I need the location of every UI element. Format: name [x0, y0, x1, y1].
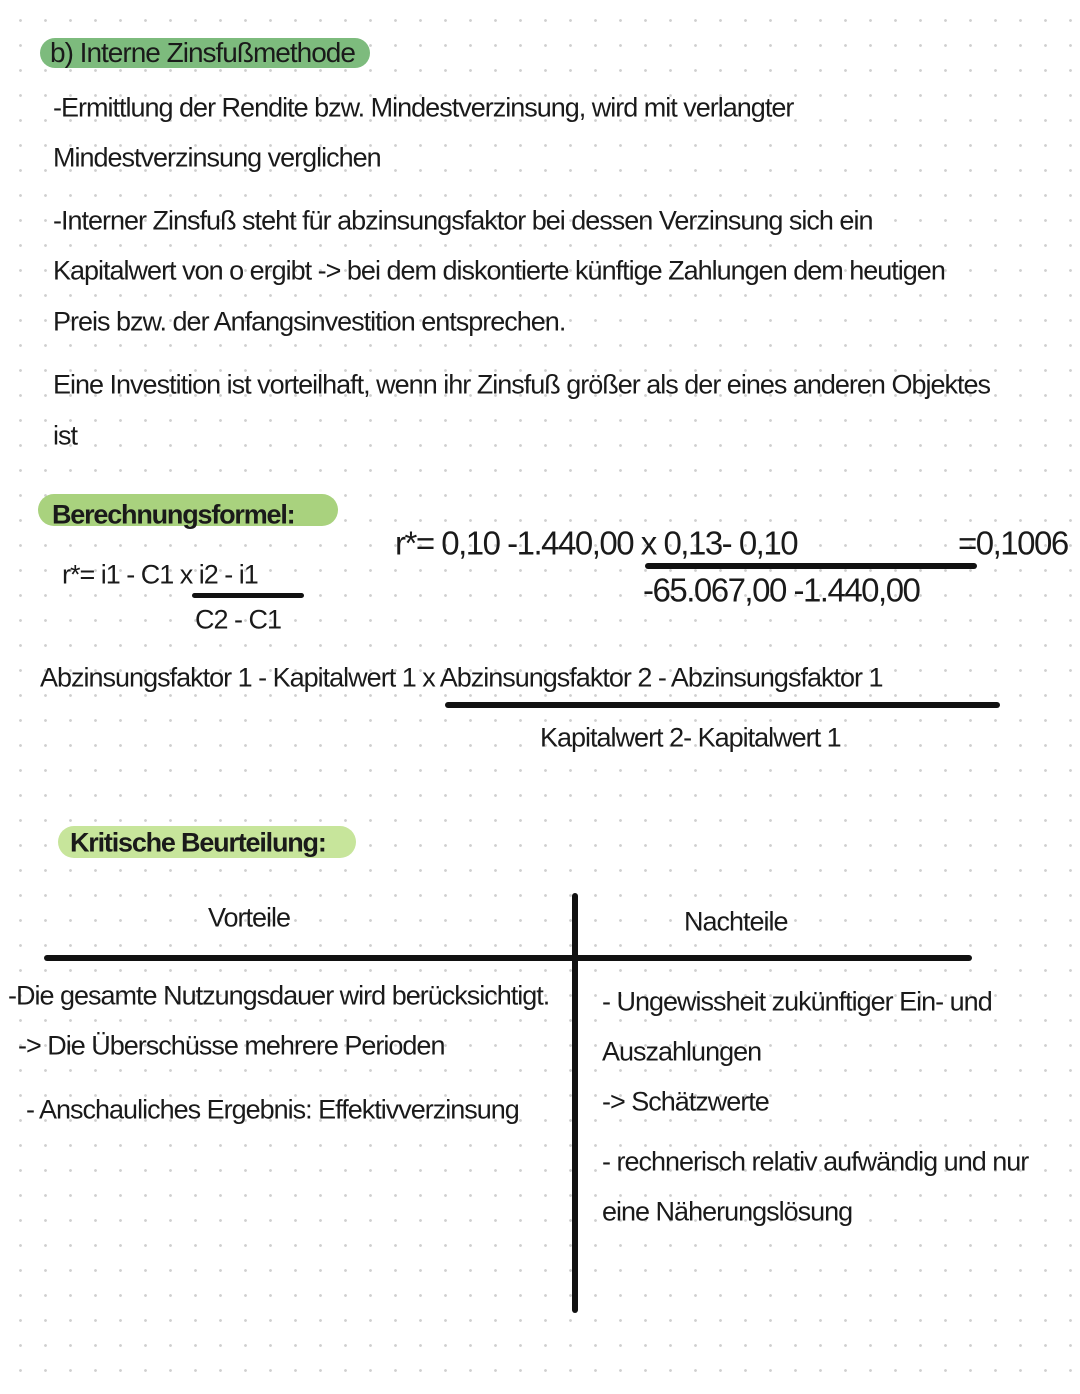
evaluation-heading: Kritische Beurteilung:	[70, 827, 326, 858]
words-denominator: Kapitalwert 2- Kapitalwert 1	[540, 722, 841, 753]
paragraph-line: Kapitalwert von o ergibt -> bei dem diskontierte künftige Zahlungen dem heutigen	[53, 255, 945, 286]
example-numerator: r*= 0,10 -1.440,00 x 0,13- 0,10	[395, 524, 798, 562]
con-item: Auszahlungen	[602, 1036, 762, 1067]
paragraph-line: Eine Investition ist vorteilhaft, wenn ihr Zinsfuß größer als der eines anderen Objektes	[53, 369, 990, 400]
section-title: b) Interne Zinsfußmethode	[50, 37, 355, 68]
example-denominator: -65.067,00 -1.440,00	[643, 571, 920, 609]
paragraph-line: -Ermittlung der Rendite bzw. Mindestverzinsung, wird mit verlangter	[53, 92, 794, 123]
con-item: - Ungewissheit zukünftiger Ein- und	[602, 986, 992, 1017]
symbolic-fraction-bar	[192, 593, 304, 598]
pro-item: - Anschauliches Ergebnis: Effektivverzinsung	[26, 1094, 519, 1125]
words-fraction-bar	[445, 702, 1000, 708]
symbolic-denominator: C2 - C1	[195, 604, 282, 635]
pro-item: -> Die Überschüsse mehrere Perioden	[18, 1030, 445, 1061]
con-item: - rechnerisch relativ aufwändig und nur	[602, 1146, 1029, 1177]
paragraph-line: Mindestverzinsung verglichen	[53, 142, 381, 173]
symbolic-numerator: r*= i1 - C1 x i2 - i1	[62, 559, 258, 590]
con-item: eine Näherungslösung	[602, 1196, 853, 1227]
paragraph-line: Preis bzw. der Anfangsinvestition entsprechen.	[53, 306, 566, 337]
example-fraction-bar	[645, 563, 977, 569]
words-numerator: Abzinsungsfaktor 1 - Kapitalwert 1 x Abzinsungsfaktor 2 - Abzinsungsfaktor 1	[40, 662, 883, 693]
table-vertical-line	[572, 893, 578, 1313]
pro-item: -Die gesamte Nutzungsdauer wird berücksichtigt.	[8, 980, 550, 1011]
cons-header: Nachteile	[684, 906, 788, 937]
pros-header: Vorteile	[208, 902, 291, 933]
paragraph-line: ist	[53, 420, 77, 451]
example-result: =0,1006	[958, 524, 1068, 562]
table-horizontal-line	[44, 955, 972, 961]
formula-heading: Berechnungsformel:	[52, 499, 295, 530]
con-item: -> Schätzwerte	[602, 1086, 769, 1117]
paragraph-line: -Interner Zinsfuß steht für abzinsungsfaktor bei dessen Verzinsung sich ein	[53, 205, 873, 236]
